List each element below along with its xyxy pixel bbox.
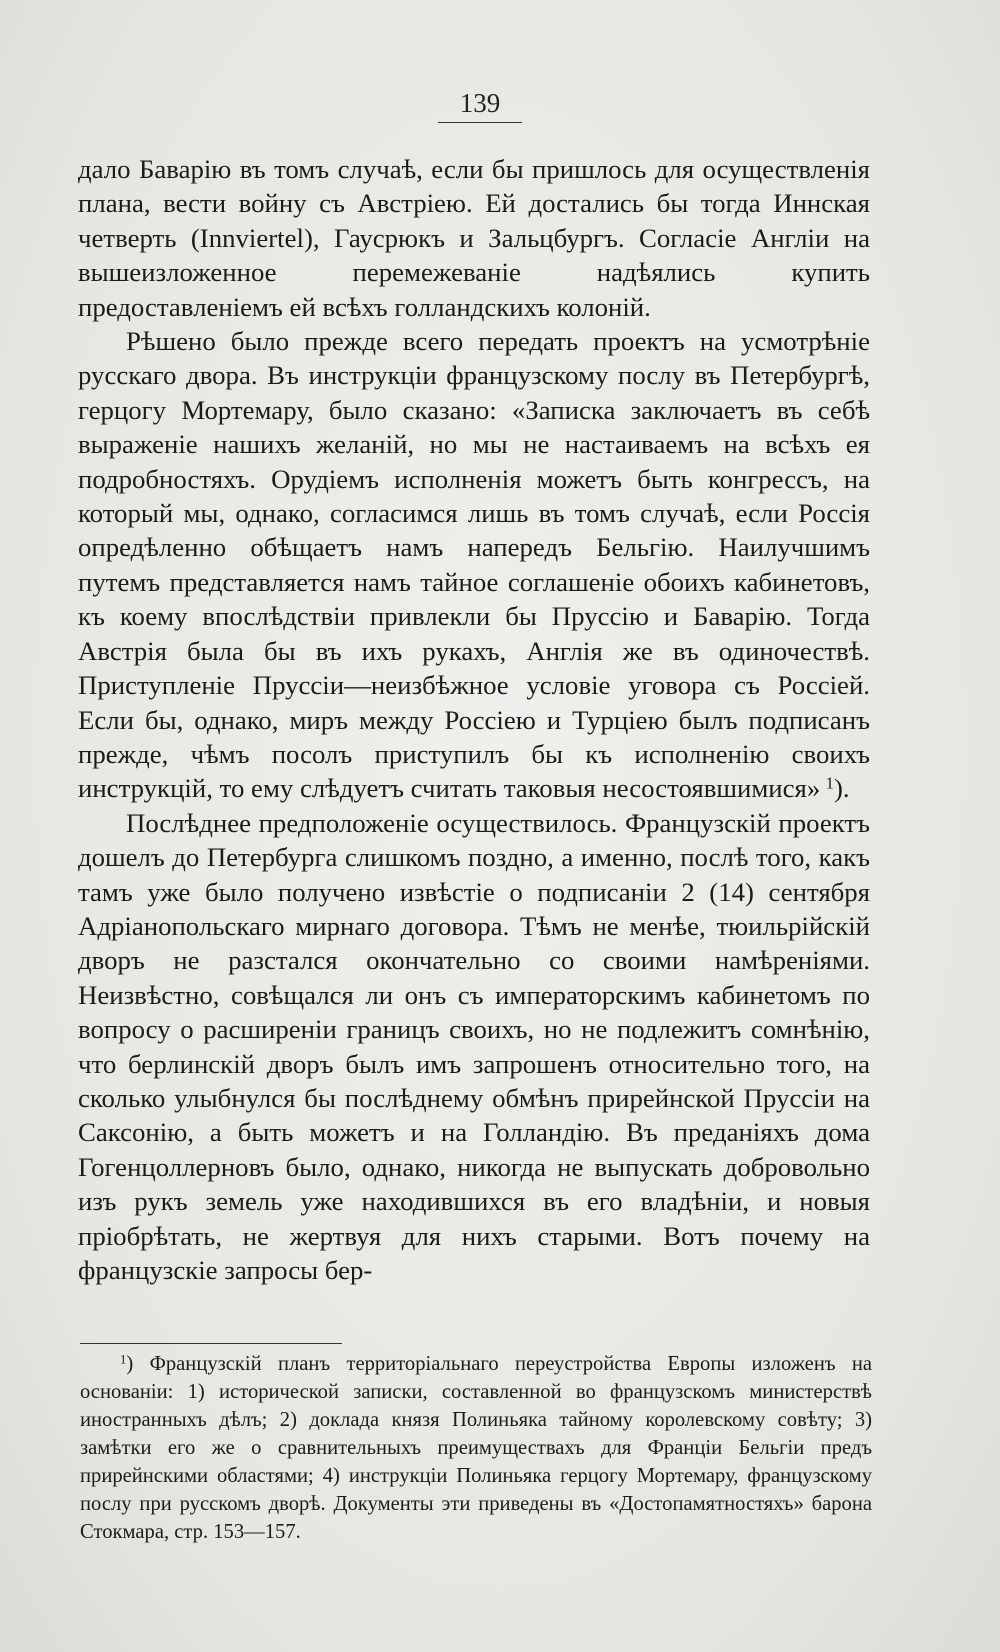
paragraph-3: Послѣднее предположеніе осуществилось. Французскій проектъ дошелъ до Петербурга слишкомъ поздно, а именно, послѣ того, какъ тамъ уже было получено извѣстіе о подписаніи 2 (14) сентября Адріанопольскаго мирнаго договора. Тѣмъ не менѣе, тюильрійскій дворъ не разстался окончательно со своими намѣреніями. Неизвѣстно, совѣщался ли онъ съ императорскимъ кабинетомъ по вопросу о расширеніи границъ своихъ, но не подлежитъ сомнѣнію, что берлинскій дворъ былъ имъ запрошенъ относительно того, на сколько улыбнулся бы послѣднему обмѣнъ прирейнской Пруссіи на Саксонію, а быть можетъ и на Голландію. Въ преданіяхъ дома Гогенцоллерновъ было, однако, никогда не выпускать добровольно изъ рукъ земель уже находившихся въ его владѣніи, и новыя пріобрѣтать, не жертвуя для нихъ старыми. Вотъ почему на французскіе запросы бер-	[78, 807, 870, 1285]
footnote-rule	[80, 1343, 342, 1344]
page-number: 139	[459, 88, 501, 118]
footnote-reference: 1	[825, 774, 834, 794]
body-text	[78, 152, 870, 1287]
paragraph-2	[78, 324, 870, 806]
footnote-text: ) Французскій планъ территоріальнаго переустройства Европы изложенъ на основаніи: 1) исторической записки, составленной во французскомъ министерствѣ иностранныхъ дѣлъ; 2) доклада князя Полиньяка тайному королевскому совѣту; 3) замѣтки его же о сравнительныхъ преимуществахъ для Франціи Бельгіи предъ прирейнскими областями; 4) инструкціи Полиньяка герцогу Мортемару, французскому послу при русскомъ дворѣ. Документы эти приведены въ «Достопамятностяхъ» барона Стокмара, стр. 153—157.	[80, 1353, 872, 1543]
footnote-marker: 1	[120, 1352, 127, 1367]
paragraph-2-tail: ).	[833, 773, 850, 804]
paragraph-1: дало Баварію въ томъ случаѣ, если бы пришлось для осуществленія плана, вести войну съ Австріею. Ей достались бы тогда Иннская четверть (Innviertel), Гаусрюкъ и Зальцбургъ. Согласіе Англіи на вышеизложенное перемежеваніе надѣялись купить предоставленіемъ ей всѣхъ голландскихъ колоній.	[78, 154, 870, 322]
paragraph-2-text: Рѣшено было прежде всего передать проектъ на усмотрѣніе русскаго двора. Въ инструкціи французскому послу въ Петербургѣ, герцогу Мортемару, было сказано: «Записка заключаетъ въ себѣ выраженіе нашихъ желаній, но мы не настаиваемъ на всѣхъ ея подробностяхъ. Орудіемъ исполненія можетъ быть конгрессъ, на который мы, однако, согласимся лишь въ томъ случаѣ, если Россія опредѣленно обѣщаетъ намъ напередъ Бельгію. Наилучшимъ путемъ представляется намъ тайное соглашеніе обоихъ кабинетовъ, къ коему впослѣдствіи привлекли бы Пруссію и Баварію. Тогда Австрія была бы въ ихъ рукахъ, Англія же въ одиночествѣ. Приступленіе Пруссіи—неизбѣжное условіе уговора съ Россіей. Если бы, однако, миръ между Россіею и Турціею былъ подписанъ прежде, чѣмъ посолъ приступилъ бы къ исполненію своихъ инструкцій, то ему слѣдуетъ считать таковыя несостоявшимися»	[78, 326, 870, 804]
page-number-rule	[438, 122, 522, 123]
footnote	[80, 1350, 872, 1546]
